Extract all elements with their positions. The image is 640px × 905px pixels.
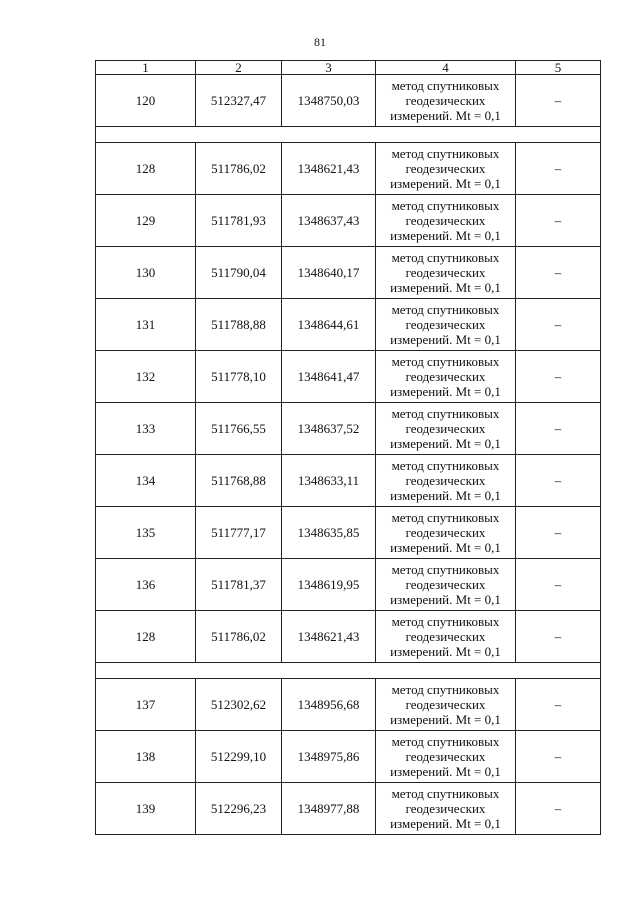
x-coordinate-cell: 511788,88 — [196, 299, 282, 351]
x-coordinate-cell: 511781,37 — [196, 559, 282, 611]
table-row — [96, 731, 601, 783]
x-coordinate-cell: 512327,47 — [196, 75, 282, 127]
table-row — [96, 351, 601, 403]
dash-cell: – — [516, 611, 601, 663]
y-coordinate-cell: 1348635,85 — [282, 507, 376, 559]
method-cell — [376, 455, 516, 507]
y-coordinate-cell: 1348633,11 — [282, 455, 376, 507]
method-text-line1: метод спутниковых — [391, 614, 500, 629]
table-row — [96, 611, 601, 663]
method-text-line2: геодезических — [405, 161, 486, 176]
x-coordinate-cell: 511786,02 — [196, 611, 282, 663]
table-row — [96, 679, 601, 731]
y-coordinate-cell: 1348621,43 — [282, 611, 376, 663]
method-text-line1: метод спутниковых — [391, 682, 500, 697]
table-row — [96, 75, 601, 127]
method-text-line2: геодезических — [405, 317, 486, 332]
x-coordinate-cell: 512299,10 — [196, 731, 282, 783]
header-cell-2: 2 — [196, 61, 282, 75]
method-text-line1: метод спутниковых — [391, 510, 500, 525]
spacer-cell — [96, 663, 601, 679]
y-coordinate-cell: 1348637,43 — [282, 195, 376, 247]
method-text-line1: метод спутниковых — [391, 198, 500, 213]
method-text-line2: геодезических — [405, 629, 486, 644]
header-cell-5: 5 — [516, 61, 601, 75]
x-coordinate-cell: 511790,04 — [196, 247, 282, 299]
dash-cell: – — [516, 731, 601, 783]
method-cell — [376, 299, 516, 351]
y-coordinate-cell: 1348750,03 — [282, 75, 376, 127]
y-coordinate-cell: 1348977,88 — [282, 783, 376, 835]
dash-cell: – — [516, 403, 601, 455]
point-number-cell: 134 — [96, 455, 196, 507]
method-text-line3: измерений. Mt = 0,1 — [390, 176, 501, 191]
y-coordinate-cell: 1348644,61 — [282, 299, 376, 351]
method-cell — [376, 507, 516, 559]
header-cell-4: 4 — [376, 61, 516, 75]
dash-cell: – — [516, 299, 601, 351]
y-coordinate-cell: 1348956,68 — [282, 679, 376, 731]
dash-cell: – — [516, 783, 601, 835]
method-cell — [376, 783, 516, 835]
spacer-row — [96, 127, 601, 143]
method-text-line2: геодезических — [405, 93, 486, 108]
method-cell — [376, 559, 516, 611]
method-text-line2: геодезических — [405, 421, 486, 436]
y-coordinate-cell: 1348637,52 — [282, 403, 376, 455]
point-number-cell: 139 — [96, 783, 196, 835]
method-text-line3: измерений. Mt = 0,1 — [390, 764, 501, 779]
coordinates-table — [95, 60, 601, 835]
method-cell — [376, 195, 516, 247]
method-text-line2: геодезических — [405, 749, 486, 764]
header-row — [96, 61, 601, 75]
method-text-line3: измерений. Mt = 0,1 — [390, 280, 501, 295]
x-coordinate-cell: 511786,02 — [196, 143, 282, 195]
method-cell — [376, 75, 516, 127]
table-row — [96, 507, 601, 559]
method-text-line1: метод спутниковых — [391, 302, 500, 317]
dash-cell: – — [516, 507, 601, 559]
table-row — [96, 143, 601, 195]
header-cell-1: 1 — [96, 61, 196, 75]
method-text-line3: измерений. Mt = 0,1 — [390, 108, 501, 123]
dash-cell: – — [516, 559, 601, 611]
method-text-line3: измерений. Mt = 0,1 — [390, 712, 501, 727]
x-coordinate-cell: 511766,55 — [196, 403, 282, 455]
method-text-line3: измерений. Mt = 0,1 — [390, 228, 501, 243]
point-number-cell: 135 — [96, 507, 196, 559]
page-number: 81 — [314, 35, 326, 49]
method-cell — [376, 679, 516, 731]
table-row — [96, 247, 601, 299]
method-text-line2: геодезических — [405, 473, 486, 488]
method-text-line2: геодезических — [405, 369, 486, 384]
point-number-cell: 129 — [96, 195, 196, 247]
x-coordinate-cell: 512296,23 — [196, 783, 282, 835]
point-number-cell: 136 — [96, 559, 196, 611]
dash-cell: – — [516, 247, 601, 299]
table-body — [96, 61, 601, 835]
method-cell — [376, 611, 516, 663]
method-text-line3: измерений. Mt = 0,1 — [390, 644, 501, 659]
method-text-line1: метод спутниковых — [391, 562, 500, 577]
method-text-line3: измерений. Mt = 0,1 — [390, 436, 501, 451]
y-coordinate-cell: 1348619,95 — [282, 559, 376, 611]
spacer-cell — [96, 127, 601, 143]
table-row — [96, 299, 601, 351]
dash-cell: – — [516, 75, 601, 127]
point-number-cell: 137 — [96, 679, 196, 731]
method-text-line2: геодезических — [405, 525, 486, 540]
header-cell-3: 3 — [282, 61, 376, 75]
method-cell — [376, 247, 516, 299]
dash-cell: – — [516, 351, 601, 403]
x-coordinate-cell: 512302,62 — [196, 679, 282, 731]
method-text-line1: метод спутниковых — [391, 406, 500, 421]
method-text-line1: метод спутниковых — [391, 734, 500, 749]
y-coordinate-cell: 1348640,17 — [282, 247, 376, 299]
method-text-line1: метод спутниковых — [391, 78, 500, 93]
method-text-line1: метод спутниковых — [391, 146, 500, 161]
x-coordinate-cell: 511781,93 — [196, 195, 282, 247]
y-coordinate-cell: 1348621,43 — [282, 143, 376, 195]
method-text-line2: геодезических — [405, 265, 486, 280]
method-text-line3: измерений. Mt = 0,1 — [390, 488, 501, 503]
x-coordinate-cell: 511768,88 — [196, 455, 282, 507]
table-row — [96, 455, 601, 507]
method-text-line1: метод спутниковых — [391, 250, 500, 265]
method-cell — [376, 403, 516, 455]
point-number-cell: 133 — [96, 403, 196, 455]
method-text-line2: геодезических — [405, 213, 486, 228]
dash-cell: – — [516, 195, 601, 247]
method-cell — [376, 143, 516, 195]
x-coordinate-cell: 511778,10 — [196, 351, 282, 403]
point-number-cell: 120 — [96, 75, 196, 127]
dash-cell: – — [516, 455, 601, 507]
method-text-line2: геодезических — [405, 697, 486, 712]
table-row — [96, 783, 601, 835]
dash-cell: – — [516, 143, 601, 195]
table-row — [96, 559, 601, 611]
method-text-line2: геодезических — [405, 577, 486, 592]
method-cell — [376, 731, 516, 783]
point-number-cell: 128 — [96, 611, 196, 663]
method-text-line2: геодезических — [405, 801, 486, 816]
spacer-row — [96, 663, 601, 679]
point-number-cell: 130 — [96, 247, 196, 299]
method-text-line3: измерений. Mt = 0,1 — [390, 816, 501, 831]
method-text-line1: метод спутниковых — [391, 458, 500, 473]
dash-cell: – — [516, 679, 601, 731]
x-coordinate-cell: 511777,17 — [196, 507, 282, 559]
method-text-line3: измерений. Mt = 0,1 — [390, 332, 501, 347]
method-text-line1: метод спутниковых — [391, 786, 500, 801]
table-row — [96, 195, 601, 247]
point-number-cell: 138 — [96, 731, 196, 783]
y-coordinate-cell: 1348975,86 — [282, 731, 376, 783]
table-row — [96, 403, 601, 455]
method-text-line3: измерений. Mt = 0,1 — [390, 384, 501, 399]
point-number-cell: 132 — [96, 351, 196, 403]
method-text-line1: метод спутниковых — [391, 354, 500, 369]
method-cell — [376, 351, 516, 403]
point-number-cell: 131 — [96, 299, 196, 351]
point-number-cell: 128 — [96, 143, 196, 195]
y-coordinate-cell: 1348641,47 — [282, 351, 376, 403]
method-text-line3: измерений. Mt = 0,1 — [390, 540, 501, 555]
method-text-line3: измерений. Mt = 0,1 — [390, 592, 501, 607]
